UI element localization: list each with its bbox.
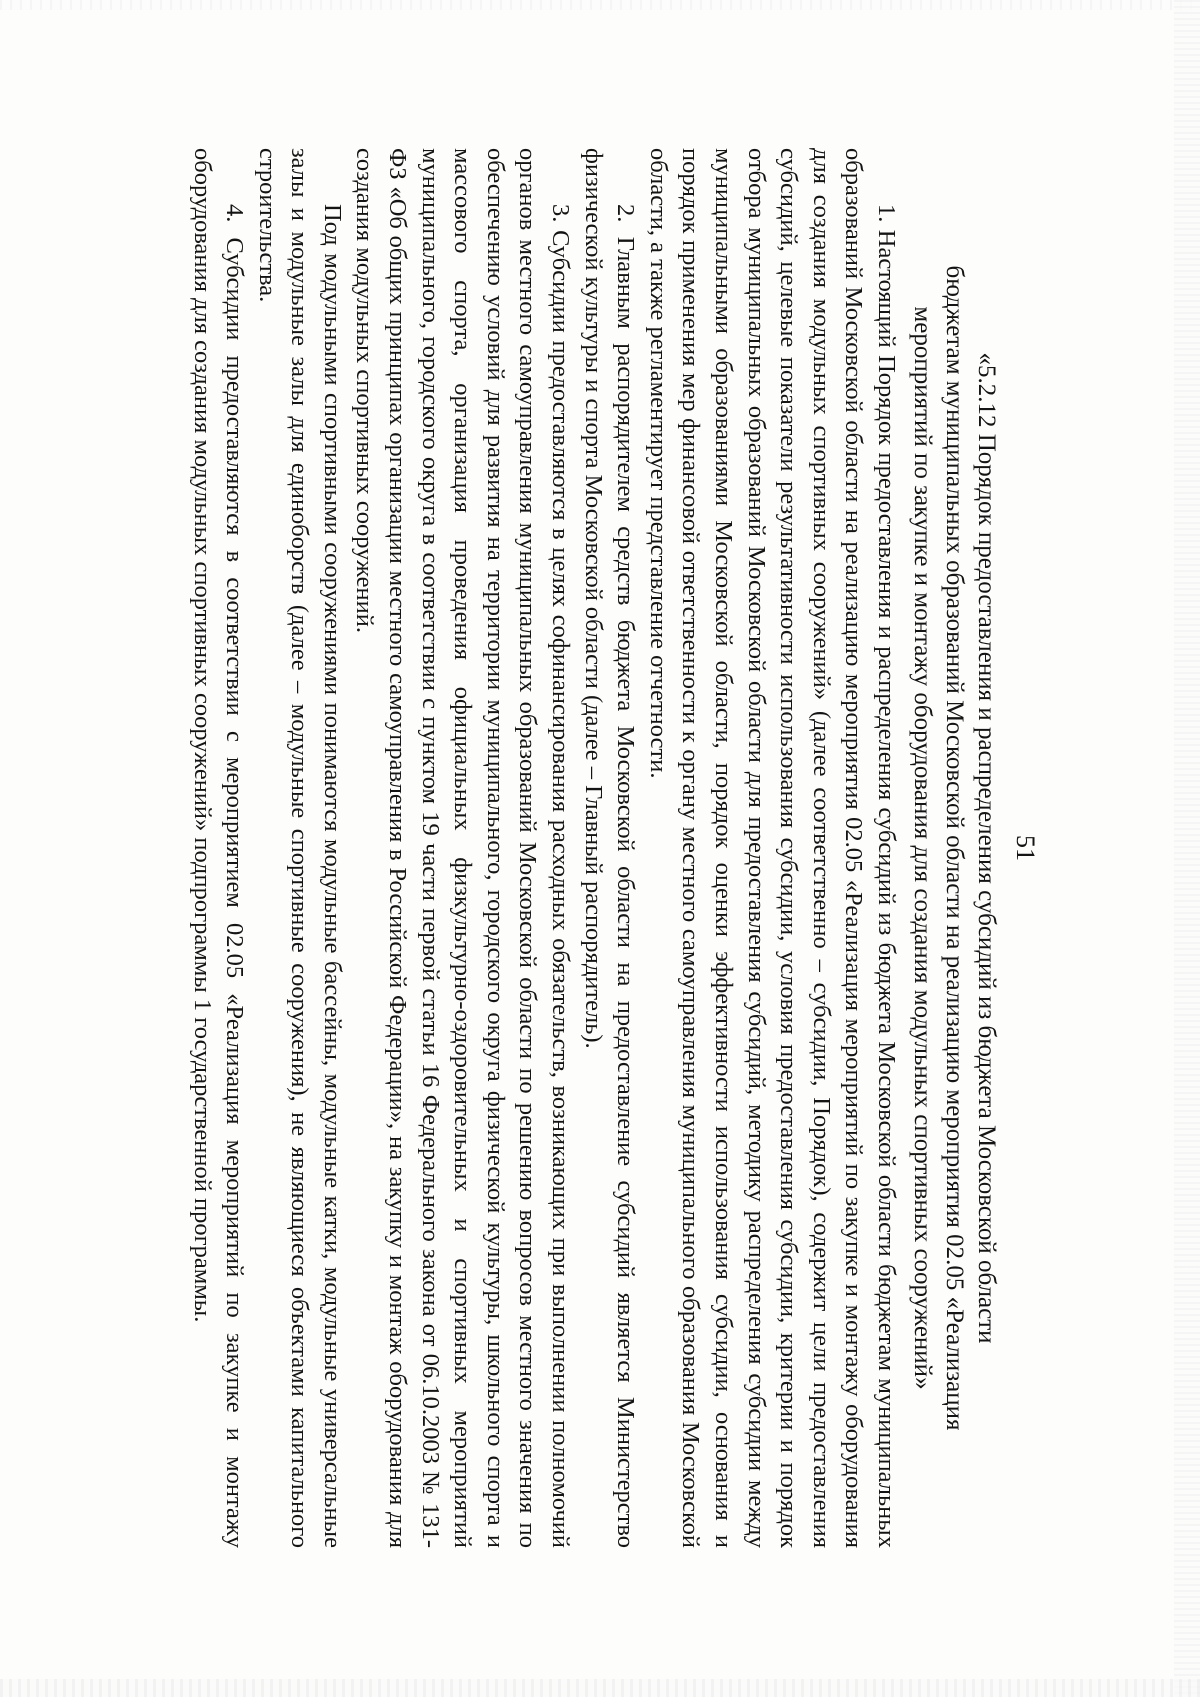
title-line: бюджетам муниципальных образований Московской области на реализацию мероприятия 02.05 «Реализация [941,265,968,1431]
paragraph-3: 3. Субсидии предоставляются в целях софинансирования расходных обязательств, возникающих при выполнении полномочий органов местного самоуправления муниципальных образований Московской области по решению вопросов местного значения по обеспечению условий для развития на территории муниципального, городского округа физической культуры, школьного спорта и массового спорта, организация проведения официальных физкультурно-оздоровительных и спортивных мероприятий муниципального, городского округа в соответствии с пунктом 19 части первой статьи 16 Федерального закона от 06.10.2003 № 131-ФЗ «Об общих принципах организации местного самоуправления в Российской Федерации», на закупку и монтаж оборудования для создания модульных спортивных сооружений. [351,148,575,1548]
paragraph-2: 2. Главным распорядителем средств бюджета Московской области на предоставление субсидий является Министерство физической культуры и спорта Московской области (далее – Главный распорядитель). [579,148,640,1548]
paragraph-4: 4. Субсидии предоставляются в соответствии с мероприятием 02.05 «Реализация мероприятий по закупке и монтажу оборудования для создания модульных спортивных сооружений» подпрограммы 1 государственной программы. [188,148,249,1548]
scan-edge-top [0,0,1200,10]
scan-edge-bottom [0,1679,1200,1697]
paragraph-1: 1. Настоящий Порядок предоставления и распределения субсидий из бюджета Московской области бюджетам муниципальных образований Московской области на реализацию мероприятия 02.05 «Реализация мероприятий по закупке и монтажу оборудования для создания модульных спортивных сооружений» (далее соответственно – субсидии, Порядок), содержит цели предоставления субсидий, целевые показатели результативности использования субсидии, условия предоставления субсидии, критерии и порядок отбора муниципальных образований Московской области для предоставления субсидий, методику распределения субсидии между муниципальными образованиями Московской области, порядок оценки эффективности использования субсидии, основания и порядок применения мер финансовой ответственности к органу местного самоуправления муниципального образования Московской области, а также регламентирует представление отчетности. [644,148,900,1548]
document-body [185,148,902,1548]
title-line: «5.2.12 Порядок предоставления и распределения субсидий из бюджета Московской области [973,352,1000,1344]
scan-edge-right [1174,0,1200,1697]
rotated-page [120,88,1080,1608]
page-number: 51 [1011,835,1040,861]
paragraph-3-note: Под модульными спортивными сооружениями понимаются модульные бассейны, модульные катки, модульные универсальные залы и модульные залы для единоборств (далее – модульные спортивные сооружения), не являющиеся объектами капитального строительства. [253,148,346,1548]
title-line: мероприятий по закупке и монтажу оборудования для создания модульных спортивных сооружений» [909,306,936,1390]
section-title [906,218,1002,1478]
